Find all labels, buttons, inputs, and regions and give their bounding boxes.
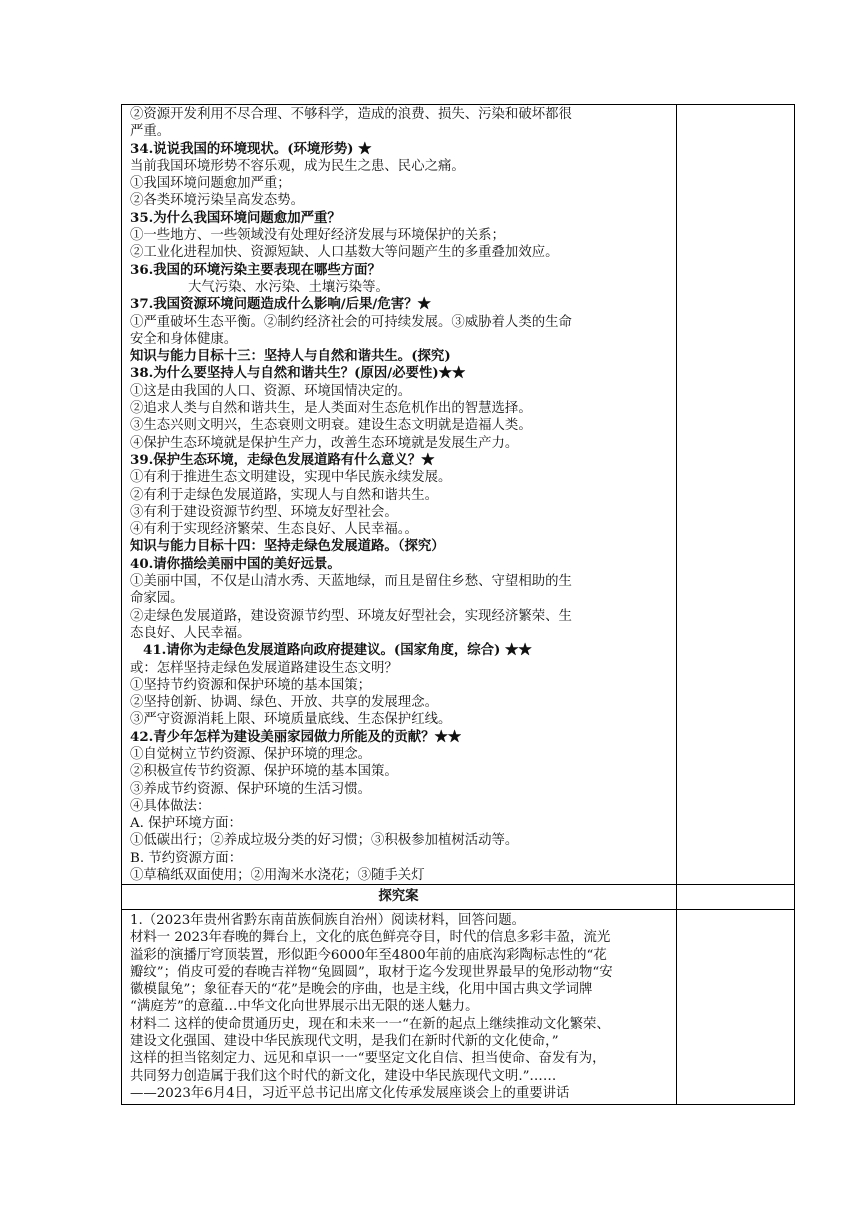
text-line: 或：怎样坚持走绿色发展道路建设生态文明？ <box>130 660 398 676</box>
text-line: 材料一 2023年春晚的舞台上，文化的底色鲜亮夺目，时代的信息多彩丰盈，流光 <box>130 930 611 946</box>
text-line: “满庭芳”的意蕴…中华文化向世界展示出无限的迷人魅力。 <box>130 999 479 1015</box>
text-line: ③养成节约资源、保护环境的生活习惯。 <box>130 781 372 797</box>
text-line: ①有利于推进生态文明建设，实现中华民族永续发展。 <box>130 470 452 486</box>
text-line: ①低碳出行；②养成垃圾分类的好习惯；③积极参加植树活动等。 <box>130 833 519 849</box>
text-line: 态良好、人民幸福。 <box>130 625 251 641</box>
text-line: ③严守资源消耗上限、环境质量底线、生态保护红线。 <box>130 712 452 728</box>
text-line: ③生态兴则文明兴，生态衰则文明衰。建设生态文明就是造福人类。 <box>130 418 532 434</box>
text-line: 这样的担当铭刻定力、远见和卓识一一“要坚定文化自信、担当使命、奋发有为， <box>130 1051 606 1067</box>
table-border-bottom <box>121 1104 795 1105</box>
text-line: 39.保护生态环境，走绿色发展道路有什么意义？★ <box>130 451 435 468</box>
text-line: ②工业化进程加快、资源短缺、人口基数大等问题产生的多重叠加效应。 <box>130 245 559 261</box>
text-line: 大气污染、水污染、土壤污染等。 <box>188 279 389 295</box>
text-line: ②资源开发利用不尽合理、不够科学，造成的浪费、损失、污染和破坏都很 <box>130 107 572 122</box>
table-border-left <box>121 104 122 1104</box>
text-line: B. 节约资源方面： <box>130 850 243 866</box>
text-line: ①严重破坏生态平衡。②制约经济社会的可持续发展。③威胁着人类的生命 <box>130 314 572 330</box>
knowledge-points-cell <box>130 106 670 884</box>
text-line: ②有利于走绿色发展道路，实现人与自然和谐共生。 <box>130 487 438 503</box>
text-line: ①坚持节约资源和保护环境的基本国策； <box>130 677 372 693</box>
inquiry-question-cell <box>130 912 670 1102</box>
text-line: 共同努力创造属于我们这个时代的新文化，建设中华民族现代文明.”…… <box>130 1068 557 1084</box>
text-line: 安全和身体健康。 <box>130 331 238 347</box>
text-line: 建设文化强国、建设中华民族现代文明，是我们在新时代新的文化使命，” <box>130 1034 559 1050</box>
text-line: 34.说说我国的环境现状。(环境形势) ★ <box>130 140 372 157</box>
text-line: 37.我国资源环境问题造成什么影响/后果/危害？★ <box>130 296 431 313</box>
table-row-divider-2 <box>121 909 795 910</box>
text-line: 徽模鼠兔”；象征春天的“花”是晚会的序曲，也是主线，化用中国古典文学词牌 <box>130 982 593 998</box>
text-line: 41.请你为走绿色发展道路向政府提建议。(国家角度，综合) ★★ <box>143 642 532 659</box>
text-line: ④有利于实现经济繁荣、生态良好、人民幸福。。 <box>130 522 418 538</box>
text-line: ①这是由我国的人口、资源、环境国情决定的。 <box>130 383 412 399</box>
text-line: ②走绿色发展道路，建设资源节约型、环境友好型社会，实现经济繁荣、生 <box>130 608 572 624</box>
section-header-tanjiuan: 探究案 <box>378 888 419 904</box>
text-line: 材料二 这样的使命贯通历史，现在和未来一一“在新的起点上继续推动文化繁荣、 <box>130 1016 610 1032</box>
text-line: 瓣纹”；俏皮可爱的春晚吉祥物“兔圆圆”，取材于迄今发现世界最早的兔形动物“安 <box>130 964 613 980</box>
text-line: 知识与能力目标十三：坚持人与自然和谐共生。(探究) <box>130 348 451 365</box>
table-border-top <box>121 104 795 105</box>
text-line: ②坚持创新、协调、绿色、开放、共享的发展理念。 <box>130 695 438 711</box>
text-line: A. 保护环境方面： <box>130 816 242 832</box>
table-column-divider-1 <box>676 104 677 1104</box>
text-line: 35.为什么我国环境问题愈加严重？ <box>130 209 341 226</box>
text-line: 42.青少年怎样为建设美丽家园做力所能及的贡献？★★ <box>130 728 462 745</box>
text-line: ①草稿纸双面使用；②用淘米水浇花；③随手关灯 <box>130 868 425 884</box>
text-line: ①美丽中国，不仅是山清水秀、天蓝地绿，而且是留住乡愁、守望相助的生 <box>130 574 572 590</box>
text-line: 知识与能力目标十四：坚持走绿色发展道路。（探究） <box>130 538 445 555</box>
text-line: ——2023年6月4日，习近平总书记出席文化传承发展座谈会上的重要讲话 <box>130 1085 570 1101</box>
table-border-right <box>794 104 795 1104</box>
text-line: ①一些地方、一些领域没有处理好经济发展与环境保护的关系； <box>130 228 505 244</box>
text-line: ④具体做法： <box>130 798 211 814</box>
text-line: ②各类环境污染呈高发态势。 <box>130 193 305 209</box>
text-line: 命家园。 <box>130 591 184 607</box>
text-line: ①我国环境问题愈加严重； <box>130 176 291 192</box>
text-line: 溢彩的演播厅穹顶装置，形似距今6000年至4800年前的庙底沟彩陶标志性的“花 <box>130 947 607 963</box>
text-line: ②追求人类与自然和谐共生，是人类面对生态危机作出的智慧选择。 <box>130 401 532 417</box>
text-line: ③有利于建设资源节约型、环境友好型社会。 <box>130 504 398 520</box>
text-line: 36.我国的环境污染主要表现在哪些方面？ <box>130 261 381 278</box>
text-line: ①自觉树立节约资源、保护环境的理念。 <box>130 746 372 762</box>
text-line: 1.（2023年贵州省黔东南苗族侗族自治州）阅读材料，回答问题。 <box>130 913 526 928</box>
text-line: ②积极宣传节约资源、保护环境的基本国策。 <box>130 764 398 780</box>
text-line: ④保护生态环境就是保护生产力，改善生态环境就是发展生产力。 <box>130 435 519 451</box>
text-line: 40.请你描绘美丽中国的美好远景。 <box>130 555 341 572</box>
text-line: 38.为什么要坚持人与自然和谐共生？(原因/必要性)★★ <box>130 365 466 382</box>
text-line: 严重。 <box>130 124 171 140</box>
text-line: 当前我国环境形势不容乐观，成为民生之患、民心之痛。 <box>130 158 465 174</box>
